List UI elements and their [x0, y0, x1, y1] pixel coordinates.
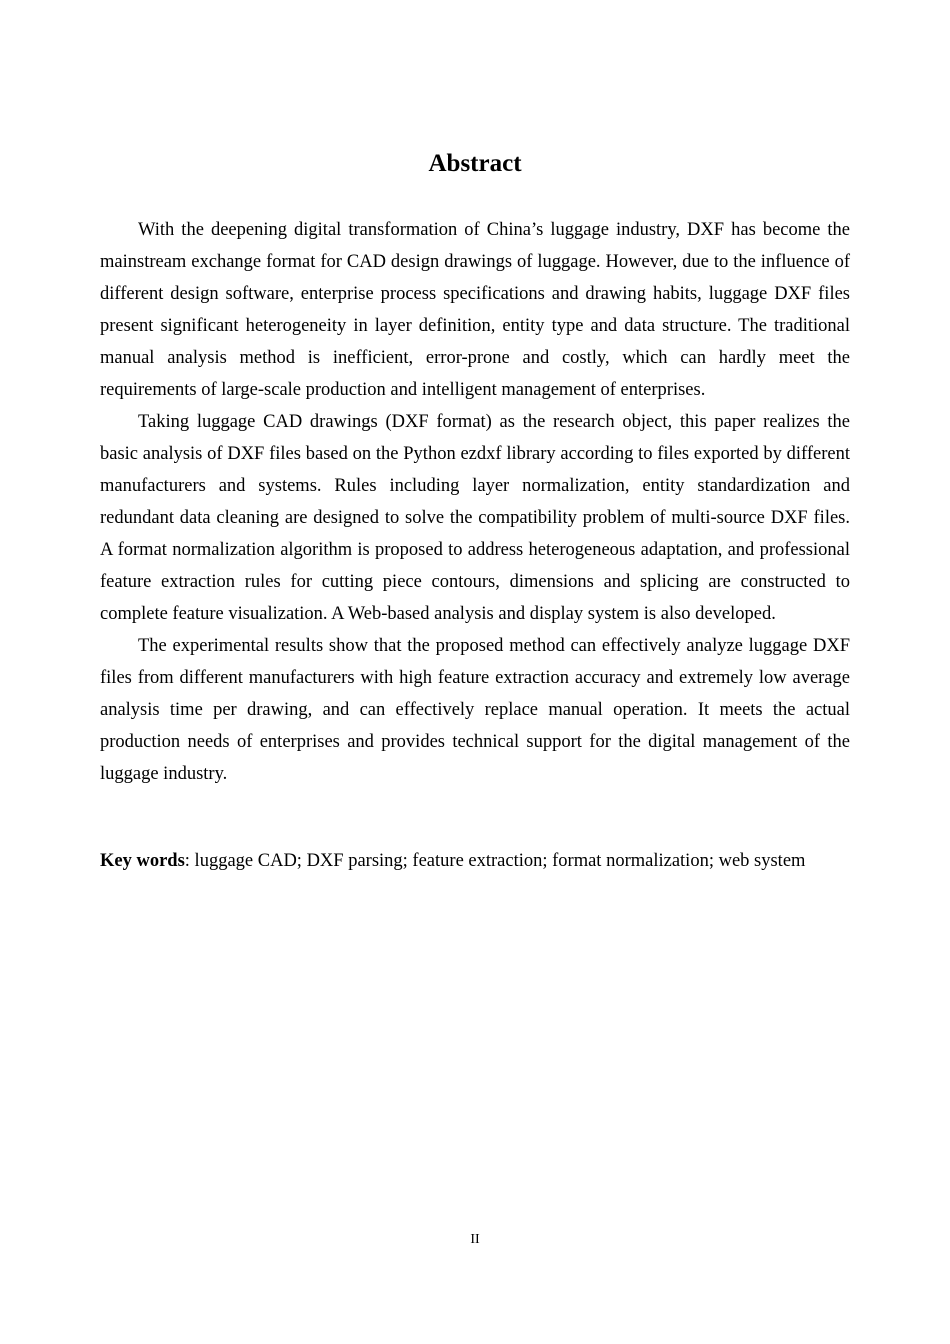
abstract-title: Abstract [428, 150, 522, 177]
abstract-body [100, 214, 850, 790]
page-number: II [470, 1232, 480, 1247]
abstract-paragraph-2: Taking luggage CAD drawings (DXF format) as the research object, this paper realizes the basic analysis of DXF files based on the Python ezdxf library according to files exported by different manufacturers and systems. Rules including layer normalization, entity standardization and redundant data cleaning are designed to solve the compatibility problem of multi-source DXF files. A format normalization algorithm is proposed to address heterogeneous adaptation, and professional feature extraction rules for cutting piece contours, dimensions and splicing are constructed to complete feature visualization. A Web-based analysis and display system is also developed. [100, 412, 850, 624]
keywords-label: Key words [100, 851, 185, 871]
keywords-text: : luggage CAD; DXF parsing; feature extraction; format normalization; web system [184, 851, 806, 871]
abstract-paragraph-3: The experimental results show that the proposed method can effectively analyze luggage DXF files from different manufacturers with high feature extraction accuracy and extremely low average analysis time per drawing, and can effectively replace manual operation. It meets the actual production needs of enterprises and provides technical support for the digital management of the luggage industry. [100, 636, 850, 784]
keywords-line [100, 845, 860, 877]
abstract-paragraph-1: With the deepening digital transformation of China’s luggage industry, DXF has become the mainstream exchange format for CAD design drawings of luggage. However, due to the influence of different design software, enterprise process specifications and drawing habits, luggage DXF files present significant heterogeneity in layer definition, entity type and data structure. The traditional manual analysis method is inefficient, error-prone and costly, which can hardly meet the requirements of large-scale production and intelligent management of enterprises. [100, 220, 850, 400]
